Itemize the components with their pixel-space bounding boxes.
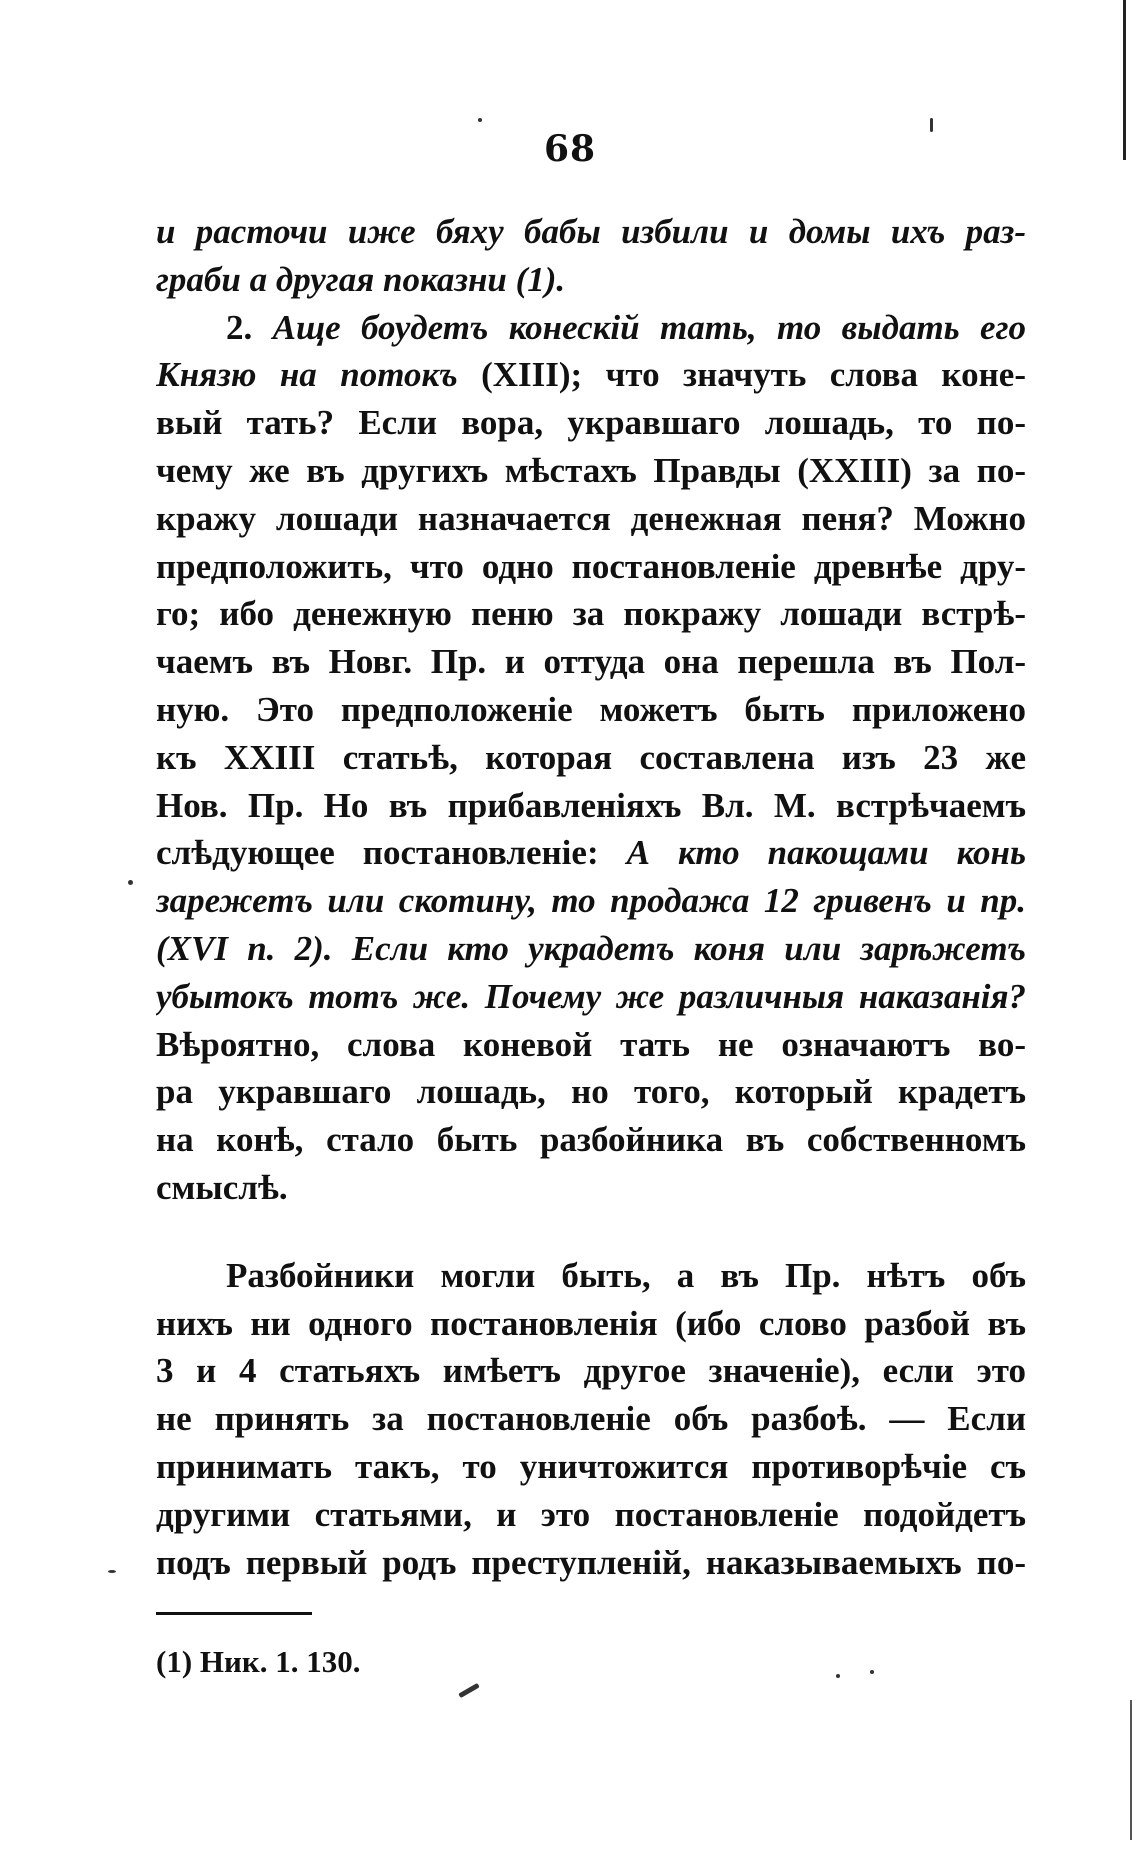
text-run: принимать такъ, то уничтожится противорѣчіе съ — [156, 1446, 1026, 1486]
footnote-rule — [156, 1612, 312, 1615]
text-line — [156, 829, 1026, 877]
italic-text: Аще боудетъ конескій тать, то выдать его — [272, 307, 1026, 347]
italic-text: Князю на потокъ — [156, 355, 458, 395]
text-line — [156, 877, 1026, 925]
text-line — [156, 1539, 1026, 1587]
text-run: 3 и 4 статьяхъ имѣетъ другое значеніе), если это — [156, 1351, 1026, 1391]
text-run: подъ первый родъ преступленій, наказываемыхъ по- — [156, 1542, 1026, 1582]
scan-speck — [128, 880, 133, 885]
text-line — [156, 1395, 1026, 1443]
scan-speck — [458, 1683, 480, 1698]
text-run: Вѣроятно, слова коневой тать не означаютъ во- — [156, 1024, 1026, 1064]
paragraph-gap — [156, 1212, 1026, 1252]
text-line — [156, 782, 1026, 830]
text-line — [156, 495, 1026, 543]
text-line — [156, 399, 1026, 447]
text-line — [156, 543, 1026, 591]
footnote: (1) Ник. 1. 130. — [156, 1644, 361, 1679]
text-run: чему же въ другихъ мѣстахъ Правды (XXIII) за по- — [156, 450, 1026, 490]
text-run: Нов. Пр. Но въ прибавленіяхъ Вл. М. встрѣчаемъ — [156, 785, 1026, 825]
italic-text: убытокъ тотъ же. Почему же различныя наказанія? — [156, 976, 1026, 1016]
text-run: предположить, что одно постановленіе древнѣе дру- — [156, 546, 1026, 586]
text-line — [156, 208, 1026, 256]
text-line — [156, 1300, 1026, 1348]
text-run: на конѣ, стало быть разбойника въ собственномъ — [156, 1120, 1026, 1160]
body-text — [156, 208, 1026, 1586]
text-run: къ XXIII статьѣ, которая составлена изъ 23 же — [156, 737, 1026, 777]
text-run: чаемъ въ Новг. Пр. и оттуда она перешла въ Пол- — [156, 642, 1026, 682]
text-line — [156, 638, 1026, 686]
text-line — [156, 686, 1026, 734]
text-line — [156, 351, 1026, 399]
page-number: 68 — [543, 128, 597, 170]
text-line — [156, 925, 1026, 973]
italic-text: А кто пакощами конь — [626, 833, 1026, 873]
text-run: смыслѣ. — [156, 1167, 288, 1207]
text-line — [156, 1164, 1026, 1212]
text-line — [156, 590, 1026, 638]
text-line — [156, 304, 1026, 352]
text-line — [156, 973, 1026, 1021]
text-line — [156, 447, 1026, 495]
text-line — [156, 1068, 1026, 1116]
text-line — [156, 1347, 1026, 1395]
scan-speck — [930, 118, 933, 132]
italic-text: граби а другая показни (1). — [156, 259, 566, 299]
text-line — [156, 256, 1026, 304]
text-run: не принять за постановленіе объ разбоѣ. — Если — [156, 1399, 1026, 1439]
text-line — [156, 734, 1026, 782]
text-line — [156, 1116, 1026, 1164]
text-run: кражу лошади назначается денежная пеня? Можно — [156, 498, 1026, 538]
italic-text: (XVI п. 2). Если кто украдетъ коня или зарѣжетъ — [156, 928, 1026, 968]
text-line — [156, 1491, 1026, 1539]
text-run: го; ибо денежную пеню за покражу лошади встрѣ- — [156, 594, 1026, 634]
text-run: ра укравшаго лошадь, но того, который крадетъ — [156, 1072, 1026, 1112]
text-run: нихъ ни одного постановленія (ибо слово разбой въ — [156, 1303, 1026, 1343]
scan-speck — [870, 1670, 874, 1674]
text-line — [156, 1443, 1026, 1491]
text-run: Разбойники могли быть, а въ Пр. нѣтъ объ — [226, 1255, 1026, 1295]
text-run: слѣдующее постановленіе: — [156, 833, 627, 873]
italic-text: и расточи иже бяху бабы избили и домы ихъ раз- — [156, 212, 1026, 251]
text-run: вый тать? Если вора, укравшаго лошадь, то по- — [156, 403, 1026, 443]
text-run: другими статьями, и это постановленіе подойдетъ — [156, 1494, 1026, 1534]
text-line — [156, 1252, 1026, 1300]
scan-speck — [836, 1674, 840, 1678]
text-line — [156, 1021, 1026, 1069]
page-edge-mark-lower — [1130, 1700, 1132, 1840]
text-run: 2. — [226, 307, 273, 347]
scan-speck — [108, 1570, 116, 1573]
text-run: (XIII); что значуть слова коне- — [457, 355, 1026, 395]
text-run: ную. Это предположеніе можетъ быть приложено — [156, 689, 1026, 729]
italic-text: зарежетъ или скотину, то продажа 12 гривенъ и пр. — [156, 881, 1026, 921]
scan-speck — [478, 118, 482, 122]
